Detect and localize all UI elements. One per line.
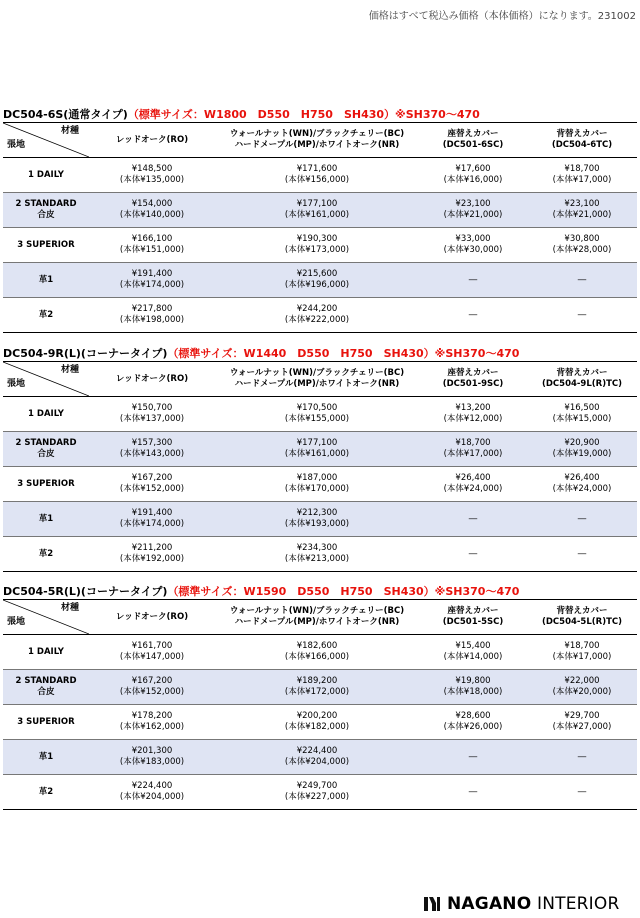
- ro-cell: [89, 537, 215, 572]
- table-row: [3, 193, 637, 228]
- ro-cell-price: ¥191,400: [131, 508, 173, 518]
- back-cover-cell-price: ―: [577, 513, 587, 524]
- grade-label-line1: 3 SUPERIOR: [17, 239, 75, 250]
- ro-cell-price: ¥167,200: [131, 676, 173, 686]
- back-cover-cell-price: ―: [577, 548, 587, 559]
- ro-cell-price: ¥217,800: [131, 304, 173, 314]
- grade-label: [3, 740, 89, 775]
- ro-cell-base-price: (本体¥143,000): [119, 449, 185, 459]
- price-table: [3, 361, 637, 572]
- wn-cell: [215, 228, 419, 263]
- grade-label: [3, 705, 89, 740]
- grade-label-line1: 1 DAILY: [28, 169, 64, 180]
- seat-cover-code: (DC501-9SC): [442, 379, 504, 389]
- header-base: 張地: [7, 379, 26, 389]
- back-cover-cell-base-price: (本体¥21,000): [552, 210, 612, 220]
- back-cover-cell: [527, 432, 637, 467]
- grade-label-line2: 合皮: [37, 210, 55, 220]
- back-cover-cell-base-price: (本体¥20,000): [552, 687, 612, 697]
- price-section: [3, 584, 637, 810]
- seat-cover-cell-price: ―: [468, 786, 478, 797]
- header-material: 材種: [60, 365, 79, 375]
- back-cover-cell-price: ¥30,800: [564, 234, 600, 244]
- ro-cell-price: ¥150,700: [131, 403, 173, 413]
- grade-label-line2: 合皮: [37, 687, 55, 697]
- seat-cover-cell: [419, 193, 527, 228]
- seat-cover-cell-price: ¥15,400: [455, 641, 491, 651]
- standard-size: （標準サイズ：W1590 D550 H750 SH430）※SH370～470: [167, 585, 520, 598]
- wn-cell-price: ¥212,300: [296, 508, 338, 518]
- ro-cell-base-price: (本体¥152,000): [119, 687, 185, 697]
- seat-cover-cell: [419, 263, 527, 298]
- price-section: [3, 107, 637, 333]
- standard-size: （標準サイズ：W1440 D550 H750 SH430）※SH370～470: [167, 347, 520, 360]
- section-title: [3, 107, 637, 122]
- ro-cell-base-price: (本体¥147,000): [119, 652, 185, 662]
- seat-cover-cell-base-price: (本体¥24,000): [443, 484, 503, 494]
- ro-cell-base-price: (本体¥135,000): [119, 175, 185, 185]
- wn-cell-base-price: (本体¥161,000): [284, 210, 350, 220]
- price-table: [3, 599, 637, 810]
- grade-label: [3, 635, 89, 670]
- back-cover-cell: [527, 228, 637, 263]
- seat-cover-code: (DC501-5SC): [442, 617, 504, 627]
- grade-label-line1: 2 STANDARD: [15, 438, 77, 448]
- ro-cell-base-price: (本体¥137,000): [119, 414, 185, 424]
- wn-cell-base-price: (本体¥161,000): [284, 449, 350, 459]
- wn-cell-price: ¥170,500: [296, 403, 338, 413]
- grade-label-line1: 1 DAILY: [28, 408, 64, 419]
- seat-cover-label: 座替えカバー: [447, 129, 499, 139]
- header-ro: レッドオーク(RO): [89, 600, 215, 635]
- seat-cover-cell-base-price: (本体¥18,000): [443, 687, 503, 697]
- ro-cell: [89, 298, 215, 333]
- grade-label-line1: 革2: [38, 786, 54, 797]
- ro-cell-base-price: (本体¥204,000): [119, 792, 185, 802]
- seat-cover-cell: [419, 158, 527, 193]
- grade-label: [3, 193, 89, 228]
- back-cover-cell: [527, 537, 637, 572]
- ro-cell-price: ¥201,300: [131, 746, 173, 756]
- grade-label-line1: 革2: [38, 309, 54, 320]
- back-cover-cell-base-price: (本体¥15,000): [552, 414, 612, 424]
- table-row: [3, 775, 637, 810]
- header-wn-line2: ハードメープル(MP)/ホワイトオーク(NR): [234, 379, 400, 389]
- seat-cover-cell-price: ―: [468, 513, 478, 524]
- ro-cell: [89, 193, 215, 228]
- grade-label-line1: 革2: [38, 548, 54, 559]
- table-header: [3, 123, 637, 158]
- ro-cell-base-price: (本体¥152,000): [119, 484, 185, 494]
- back-cover-code: (DC504-9L(R)TC): [541, 379, 622, 389]
- section-title: [3, 346, 637, 361]
- seat-cover-cell-price: ―: [468, 548, 478, 559]
- ro-cell: [89, 502, 215, 537]
- header-seat-cover: [419, 123, 527, 158]
- seat-cover-cell-price: ―: [468, 274, 478, 285]
- seat-cover-cell: [419, 775, 527, 810]
- seat-cover-cell: [419, 740, 527, 775]
- table-row: [3, 537, 637, 572]
- header-wn-line2: ハードメープル(MP)/ホワイトオーク(NR): [234, 617, 400, 627]
- wn-cell-base-price: (本体¥227,000): [284, 792, 350, 802]
- back-cover-cell-price: ¥26,400: [564, 473, 600, 483]
- wn-cell: [215, 502, 419, 537]
- back-cover-cell-base-price: (本体¥17,000): [552, 652, 612, 662]
- wn-cell: [215, 740, 419, 775]
- seat-cover-cell-price: ¥17,600: [455, 164, 491, 174]
- wn-cell: [215, 158, 419, 193]
- back-cover-cell: [527, 193, 637, 228]
- table-row: [3, 740, 637, 775]
- ro-cell: [89, 740, 215, 775]
- wn-cell-price: ¥200,200: [296, 711, 338, 721]
- wn-cell-base-price: (本体¥196,000): [284, 280, 350, 290]
- back-cover-label: 背替えカバー: [556, 129, 608, 139]
- wn-cell-base-price: (本体¥204,000): [284, 757, 350, 767]
- seat-cover-label: 座替えカバー: [447, 606, 499, 616]
- header-base: 張地: [7, 617, 26, 627]
- seat-cover-cell-base-price: (本体¥17,000): [443, 449, 503, 459]
- back-cover-label: 背替えカバー: [556, 606, 608, 616]
- header-base: 張地: [7, 140, 26, 150]
- price-section: [3, 346, 637, 572]
- back-cover-cell: [527, 298, 637, 333]
- back-cover-cell: [527, 705, 637, 740]
- seat-cover-cell-base-price: (本体¥12,000): [443, 414, 503, 424]
- table-row: [3, 263, 637, 298]
- seat-cover-cell-price: ¥19,800: [455, 676, 491, 686]
- grade-label: [3, 775, 89, 810]
- back-cover-cell-base-price: (本体¥27,000): [552, 722, 612, 732]
- wn-cell-price: ¥177,100: [296, 199, 338, 209]
- ro-cell-price: ¥211,200: [131, 543, 173, 553]
- grade-label: [3, 263, 89, 298]
- back-cover-cell-price: ¥16,500: [564, 403, 600, 413]
- grade-label: [3, 397, 89, 432]
- back-cover-label: 背替えカバー: [556, 368, 608, 378]
- ro-cell-price: ¥191,400: [131, 269, 173, 279]
- ro-cell: [89, 263, 215, 298]
- header-wn-line1: ウォールナット(WN)/ブラックチェリー(BC): [229, 129, 405, 139]
- seat-cover-cell-price: ¥33,000: [455, 234, 491, 244]
- wn-cell-base-price: (本体¥173,000): [284, 245, 350, 255]
- wn-cell-price: ¥215,600: [296, 269, 338, 279]
- wn-cell-price: ¥187,000: [296, 473, 338, 483]
- ro-cell-base-price: (本体¥151,000): [119, 245, 185, 255]
- header-diagonal-cell: [3, 123, 89, 158]
- back-cover-cell: [527, 740, 637, 775]
- brand-name-light: INTERIOR: [536, 894, 620, 914]
- back-cover-cell-price: ―: [577, 751, 587, 762]
- back-cover-cell-price: ―: [577, 274, 587, 285]
- back-cover-cell-price: ¥23,100: [564, 199, 600, 209]
- seat-cover-cell-price: ―: [468, 751, 478, 762]
- table-header: [3, 600, 637, 635]
- ro-cell-base-price: (本体¥162,000): [119, 722, 185, 732]
- grade-label-line1: 革1: [38, 274, 54, 285]
- wn-cell: [215, 263, 419, 298]
- table-row: [3, 432, 637, 467]
- back-cover-cell: [527, 670, 637, 705]
- seat-cover-code: (DC501-6SC): [442, 140, 504, 150]
- ro-cell: [89, 635, 215, 670]
- ro-cell-price: ¥154,000: [131, 199, 173, 209]
- seat-cover-cell-price: ¥26,400: [455, 473, 491, 483]
- seat-cover-cell: [419, 228, 527, 263]
- ro-cell-base-price: (本体¥198,000): [119, 315, 185, 325]
- table-row: [3, 467, 637, 502]
- ro-cell-price: ¥157,300: [131, 438, 173, 448]
- header-ro: レッドオーク(RO): [89, 123, 215, 158]
- grade-label: [3, 670, 89, 705]
- seat-cover-cell-base-price: (本体¥21,000): [443, 210, 503, 220]
- table-row: [3, 670, 637, 705]
- seat-cover-cell: [419, 537, 527, 572]
- grade-label: [3, 228, 89, 263]
- wn-cell: [215, 397, 419, 432]
- wn-cell-price: ¥224,400: [296, 746, 338, 756]
- grade-label: [3, 537, 89, 572]
- table-row: [3, 705, 637, 740]
- ro-cell-base-price: (本体¥174,000): [119, 280, 185, 290]
- wn-cell: [215, 432, 419, 467]
- seat-cover-label: 座替えカバー: [447, 368, 499, 378]
- table-row: [3, 228, 637, 263]
- table-header: [3, 362, 637, 397]
- wn-cell: [215, 775, 419, 810]
- back-cover-code: (DC504-5L(R)TC): [541, 617, 622, 627]
- seat-cover-cell-base-price: (本体¥30,000): [443, 245, 503, 255]
- header-wn-line2: ハードメープル(MP)/ホワイトオーク(NR): [234, 140, 400, 150]
- seat-cover-cell: [419, 635, 527, 670]
- wn-cell-price: ¥190,300: [296, 234, 338, 244]
- back-cover-cell-price: ―: [577, 786, 587, 797]
- header-material: 材種: [60, 603, 79, 613]
- back-cover-cell-base-price: (本体¥19,000): [552, 449, 612, 459]
- grade-label: [3, 432, 89, 467]
- ro-cell-base-price: (本体¥140,000): [119, 210, 185, 220]
- wn-cell-base-price: (本体¥172,000): [284, 687, 350, 697]
- seat-cover-cell: [419, 298, 527, 333]
- back-cover-cell-price: ¥18,700: [564, 164, 600, 174]
- table-row: [3, 158, 637, 193]
- back-cover-code: (DC504-6TC): [551, 140, 613, 150]
- seat-cover-cell: [419, 432, 527, 467]
- seat-cover-cell: [419, 502, 527, 537]
- model-name: DC504-5R(L)(コーナータイプ): [3, 585, 168, 598]
- wn-cell-base-price: (本体¥222,000): [284, 315, 350, 325]
- wn-cell-base-price: (本体¥155,000): [284, 414, 350, 424]
- grade-label-line1: 革1: [38, 751, 54, 762]
- header-seat-cover: [419, 600, 527, 635]
- back-cover-cell-price: ¥18,700: [564, 641, 600, 651]
- wn-cell: [215, 537, 419, 572]
- grade-label: [3, 467, 89, 502]
- wn-cell-base-price: (本体¥166,000): [284, 652, 350, 662]
- brand-logo: [422, 893, 619, 915]
- ro-cell-base-price: (本体¥174,000): [119, 519, 185, 529]
- ro-cell: [89, 228, 215, 263]
- seat-cover-cell-base-price: (本体¥16,000): [443, 175, 503, 185]
- back-cover-cell: [527, 635, 637, 670]
- ro-cell: [89, 467, 215, 502]
- table-row: [3, 502, 637, 537]
- back-cover-cell-price: ¥20,900: [564, 438, 600, 448]
- grade-label-line2: 合皮: [37, 449, 55, 459]
- ro-cell-price: ¥161,700: [131, 641, 173, 651]
- ro-cell-price: ¥167,200: [131, 473, 173, 483]
- header-ro: レッドオーク(RO): [89, 362, 215, 397]
- grade-label-line1: 2 STANDARD: [15, 199, 77, 209]
- ro-cell: [89, 705, 215, 740]
- grade-label-line1: 革1: [38, 513, 54, 524]
- section-title: [3, 584, 637, 599]
- back-cover-cell: [527, 502, 637, 537]
- header-back-cover: [527, 123, 637, 158]
- wn-cell: [215, 298, 419, 333]
- wn-cell-base-price: (本体¥193,000): [284, 519, 350, 529]
- brand-name-bold: NAGANO: [447, 894, 532, 914]
- wn-cell: [215, 467, 419, 502]
- table-row: [3, 298, 637, 333]
- back-cover-cell-price: ¥29,700: [564, 711, 600, 721]
- header-back-cover: [527, 362, 637, 397]
- header-material: 材種: [60, 126, 79, 136]
- back-cover-cell-base-price: (本体¥24,000): [552, 484, 612, 494]
- seat-cover-cell-price: ―: [468, 309, 478, 320]
- price-note: 価格はすべて税込み価格（本体価格）になります。231002: [368, 11, 636, 22]
- wn-cell-price: ¥177,100: [296, 438, 338, 448]
- table-row: [3, 397, 637, 432]
- ro-cell-price: ¥148,500: [131, 164, 173, 174]
- seat-cover-cell: [419, 705, 527, 740]
- header-back-cover: [527, 600, 637, 635]
- model-name: DC504-6S(通常タイプ): [3, 108, 128, 121]
- back-cover-cell-base-price: (本体¥17,000): [552, 175, 612, 185]
- seat-cover-cell-base-price: (本体¥26,000): [443, 722, 503, 732]
- seat-cover-cell-price: ¥23,100: [455, 199, 491, 209]
- wn-cell-price: ¥234,300: [296, 543, 338, 553]
- back-cover-cell: [527, 397, 637, 432]
- back-cover-cell-base-price: (本体¥28,000): [552, 245, 612, 255]
- wn-cell-base-price: (本体¥213,000): [284, 554, 350, 564]
- header-wn: [215, 123, 419, 158]
- ro-cell: [89, 670, 215, 705]
- ro-cell: [89, 158, 215, 193]
- header-seat-cover: [419, 362, 527, 397]
- header-diagonal-cell: [3, 600, 89, 635]
- grade-label-line1: 3 SUPERIOR: [17, 716, 75, 727]
- header-wn: [215, 600, 419, 635]
- ro-cell-price: ¥178,200: [131, 711, 173, 721]
- grade-label: [3, 298, 89, 333]
- back-cover-cell: [527, 467, 637, 502]
- grade-label: [3, 502, 89, 537]
- standard-size: （標準サイズ：W1800 D550 H750 SH430）※SH370～470: [127, 108, 480, 121]
- back-cover-cell-price: ―: [577, 309, 587, 320]
- ro-cell: [89, 432, 215, 467]
- wn-cell-base-price: (本体¥156,000): [284, 175, 350, 185]
- ro-cell-base-price: (本体¥192,000): [119, 554, 185, 564]
- ro-cell-base-price: (本体¥183,000): [119, 757, 185, 767]
- wn-cell-price: ¥249,700: [296, 781, 338, 791]
- seat-cover-cell-price: ¥18,700: [455, 438, 491, 448]
- wn-cell-base-price: (本体¥182,000): [284, 722, 350, 732]
- wn-cell-price: ¥189,200: [296, 676, 338, 686]
- nagano-logo-icon: [422, 894, 442, 914]
- header-diagonal-cell: [3, 362, 89, 397]
- seat-cover-cell: [419, 467, 527, 502]
- grade-label-line1: 2 STANDARD: [15, 676, 77, 686]
- grade-label-line1: 1 DAILY: [28, 646, 64, 657]
- back-cover-cell-price: ¥22,000: [564, 676, 600, 686]
- header-wn-line1: ウォールナット(WN)/ブラックチェリー(BC): [229, 606, 405, 616]
- seat-cover-cell: [419, 397, 527, 432]
- grade-label: [3, 158, 89, 193]
- ro-cell: [89, 397, 215, 432]
- ro-cell-price: ¥224,400: [131, 781, 173, 791]
- wn-cell: [215, 670, 419, 705]
- seat-cover-cell-price: ¥28,600: [455, 711, 491, 721]
- back-cover-cell: [527, 775, 637, 810]
- header-wn-line1: ウォールナット(WN)/ブラックチェリー(BC): [229, 368, 405, 378]
- ro-cell-price: ¥166,100: [131, 234, 173, 244]
- wn-cell-price: ¥182,600: [296, 641, 338, 651]
- grade-label-line1: 3 SUPERIOR: [17, 478, 75, 489]
- wn-cell: [215, 705, 419, 740]
- back-cover-cell: [527, 158, 637, 193]
- price-table: [3, 122, 637, 333]
- wn-cell: [215, 635, 419, 670]
- wn-cell: [215, 193, 419, 228]
- seat-cover-cell-base-price: (本体¥14,000): [443, 652, 503, 662]
- wn-cell-base-price: (本体¥170,000): [284, 484, 350, 494]
- header-wn: [215, 362, 419, 397]
- wn-cell-price: ¥171,600: [296, 164, 338, 174]
- seat-cover-cell: [419, 670, 527, 705]
- seat-cover-cell-price: ¥13,200: [455, 403, 491, 413]
- table-row: [3, 635, 637, 670]
- model-name: DC504-9R(L)(コーナータイプ): [3, 347, 168, 360]
- ro-cell: [89, 775, 215, 810]
- wn-cell-price: ¥244,200: [296, 304, 338, 314]
- back-cover-cell: [527, 263, 637, 298]
